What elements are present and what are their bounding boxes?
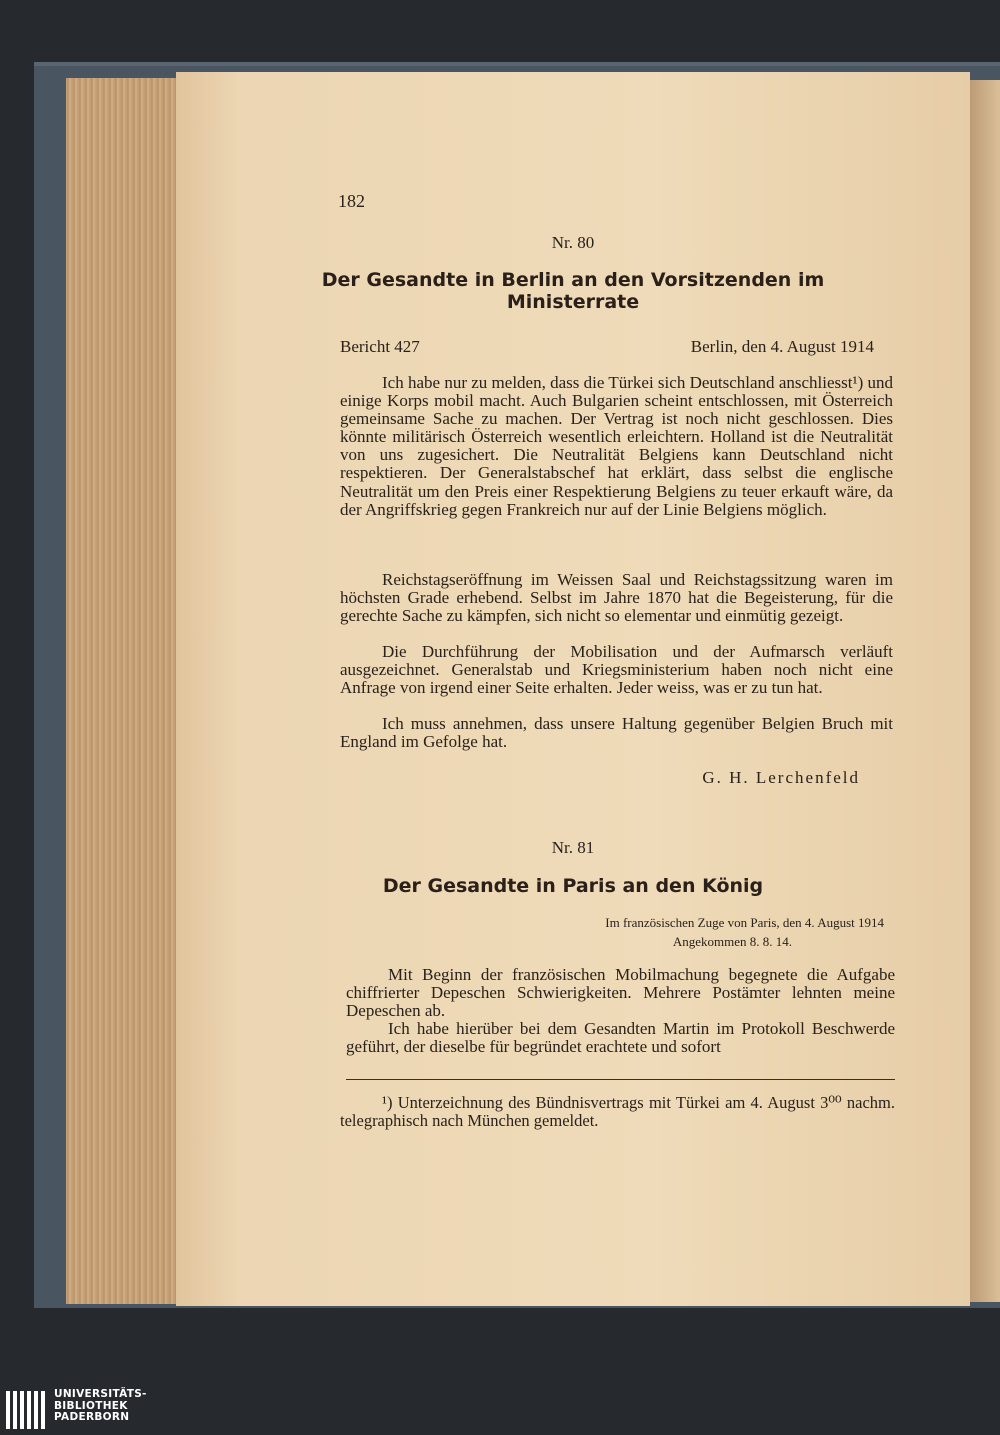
page-edges	[66, 78, 179, 1304]
dateline-81-1: Im französischen Zuge von Paris, den 4. August 1914	[605, 915, 884, 930]
paragraph-80-2: Reichstagseröffnung im Weissen Saal und Reichstagssitzung waren im höchsten Grade erhebend. Selbst im Jahre 1870 hat die Begeisterung, für die gerechte Sache zu kämpfen, sich nicht so elementar und einmütig gezeigt.	[340, 570, 893, 626]
place-date-80: Berlin, den 4. August 1914	[690, 337, 874, 356]
library-name-line2: BIBLIOTHEK	[54, 1399, 128, 1412]
book-page	[176, 72, 970, 1306]
dateline-81-2: Angekommen 8. 8. 14.	[672, 934, 792, 949]
paragraph-81-2: Ich habe hierüber bei dem Gesandten Martin im Protokoll Beschwerde geführt, der dieselbe für begründet erachtete und sofort	[346, 1019, 895, 1057]
library-name-line1: UNIVERSITÄTS-	[54, 1388, 147, 1400]
next-page-edge	[966, 80, 1000, 1302]
footnote: ¹) Unterzeichnung des Bündnisvertrags mit Türkei am 4. August 3⁰⁰ nachm. telegraphisch nach München gemeldet.	[340, 1093, 895, 1131]
paragraph-80-3: Die Durchführung der Mobilisation und der Aufmarsch verläuft ausgezeichnet. Generalstab und Kriegsministerium haben noch nicht eine Anfrage von irgend einer Seite erhalten. Jeder weiss, was er zu tun hat.	[340, 642, 893, 698]
document-title-80-line2: Ministerrate	[506, 291, 640, 313]
document-number-80: Nr. 80	[551, 233, 595, 252]
paragraph-81-1: Mit Beginn der französischen Mobilmachung begegnete die Aufgabe chiffrierter Depeschen Schwierigkeiten. Mehrere Postämter lehnten meine Depeschen ab.	[346, 965, 895, 1021]
document-title-81: Der Gesandte in Paris an den König	[382, 875, 764, 897]
document-number-81: Nr. 81	[551, 838, 595, 857]
footnote-rule	[346, 1079, 895, 1080]
paragraph-80-4: Ich muss annehmen, dass unsere Haltung gegenüber Belgien Bruch mit England im Gefolge hat.	[340, 714, 893, 752]
page-number: 182	[338, 191, 365, 211]
library-name	[54, 1389, 147, 1424]
report-reference: Bericht 427	[340, 337, 420, 356]
library-footer	[0, 1385, 1000, 1435]
library-name-line3: PADERBORN	[54, 1411, 130, 1423]
signature-80: G. H. Lerchenfeld	[702, 768, 860, 787]
library-logo-icon	[6, 1391, 48, 1434]
document-title-80-line1: Der Gesandte in Berlin an den Vorsitzenden im	[321, 269, 825, 291]
paragraph-80-1: Ich habe nur zu melden, dass die Türkei sich Deutschland anschliesst¹) und einige Korps mobil macht. Auch Bulgarien scheint entschlossen, mit Österreich gemeinsame Sache zu machen. Der Vertrag ist noch nicht geschlossen. Dies könnte militärisch Österreich wesentlich erleichtern. Holland ist die Neutralität von uns zugesichert. Die Neutralität Belgiens kann Deutschland nicht respektieren. Der Generalstabschef hat erklärt, dass selbst die englische Neutralität um den Preis einer Respektierung Belgiens zu teuer erkauft wäre, da der Angriffskrieg gegen Frankreich nur auf der Linie Belgiens möglich.	[340, 373, 893, 519]
